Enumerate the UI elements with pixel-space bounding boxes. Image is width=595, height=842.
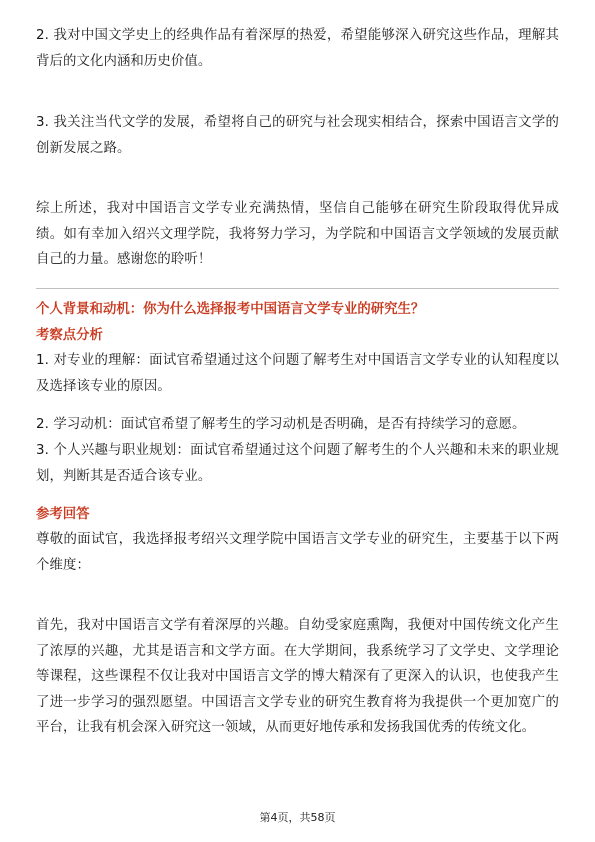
analysis-item-motivation: 2. 学习动机：面试官希望了解考生的学习动机是否明确，是否有持续学习的意愿。 [36, 417, 526, 432]
paragraph-contemporary-literature: 3. 我关注当代文学的发展，希望将自己的研究与社会现实相结合，探索中国语言文学的创新发展之路。 [36, 115, 559, 156]
paragraph-classic-works: 2. 我对中国文学史上的经典作品有着深厚的热爱，希望能够深入研究这些作品，理解其背后的文化内涵和历史价值。 [36, 28, 559, 69]
analysis-item-interest-career: 3. 个人兴趣与职业规划：面试官希望通过这个问题了解考生的个人兴趣和未来的职业规划，判断其是否适合该专业。 [36, 443, 559, 484]
section-divider [36, 288, 559, 289]
analysis-heading: 考察点分析 [36, 328, 103, 343]
analysis-item-understanding: 1. 对专业的理解：面试官希望通过这个问题了解考生对中国语言文学专业的认知程度以及选择该专业的原因。 [36, 353, 559, 394]
question-title: 个人背景和动机：你为什么选择报考中国语言文学专业的研究生？ [36, 302, 425, 317]
answer-body: 首先，我对中国语言文学有着深厚的兴趣。自幼受家庭熏陶，我便对中国传统文化产生了浓厚的兴趣，尤其是语言和文学方面。在大学期间，我系统学习了文学史、文学理论等课程，这些课程不仅让我对中国语言文学的博大精深有了更深入的认识，也使我产生了进一步学习的强烈愿望。中国语言文学专业的研究生教育将为我提供一个更加宽广的平台，让我有机会深入研究这一领域，从而更好地传承和发扬我国优秀的传统文化。 [36, 618, 559, 735]
answer-heading: 参考回答 [36, 507, 90, 522]
answer-intro: 尊敬的面试官，我选择报考绍兴文理学院中国语言文学专业的研究生，主要基于以下两个维度： [36, 532, 559, 573]
paragraph-conclusion: 综上所述，我对中国语言文学专业充满热情，坚信自己能够在研究生阶段取得优异成绩。如有幸加入绍兴文理学院，我将努力学习，为学院和中国语言文学领域的发展贡献自己的力量。感谢您的聆听！ [36, 201, 559, 267]
page-number: 第4页，共58页 [259, 811, 336, 824]
